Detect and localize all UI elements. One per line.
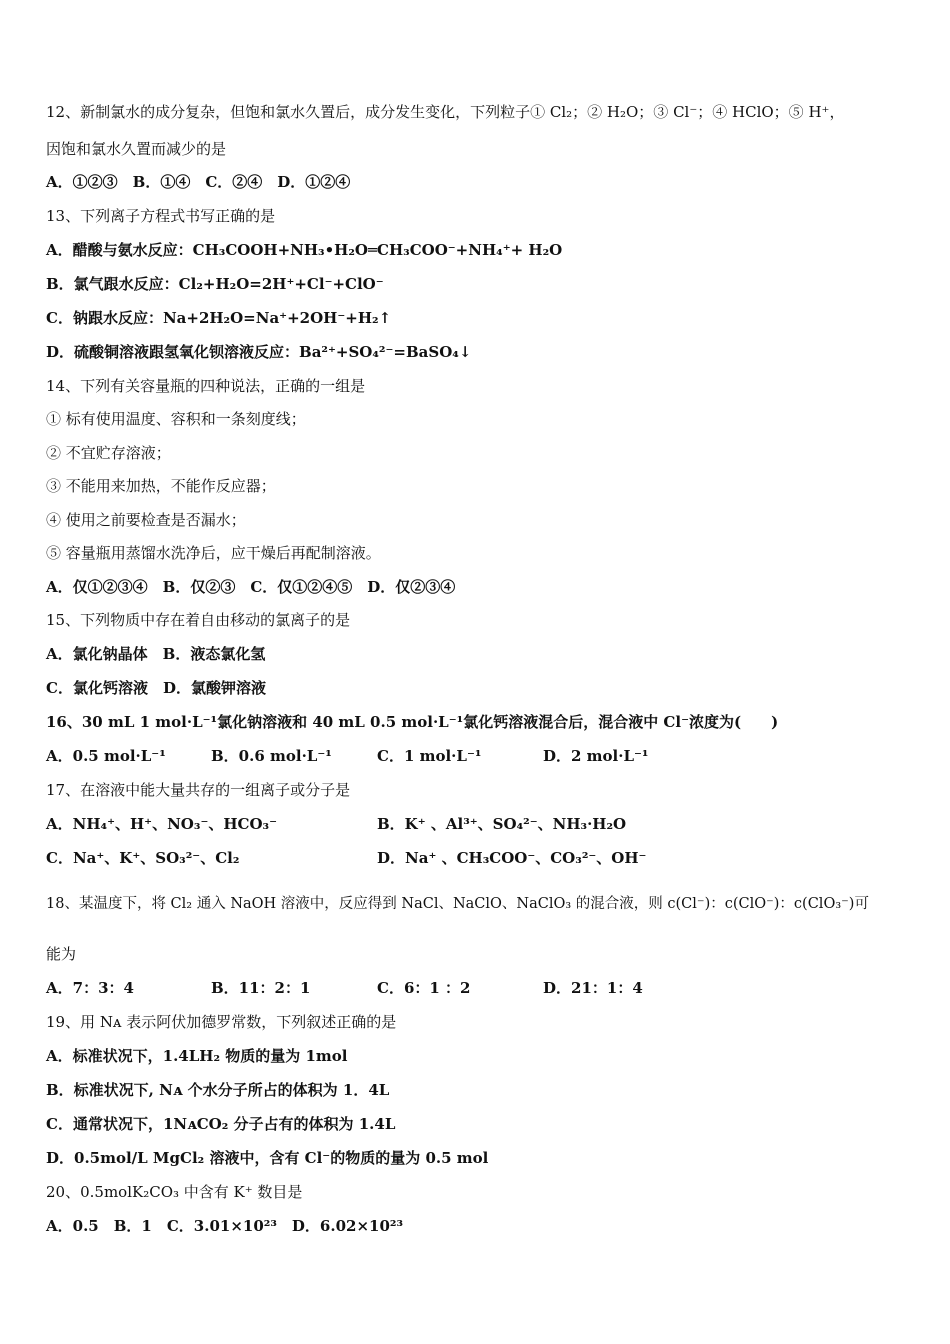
q19-stem: 19、用 Nᴀ 表示阿伏加德罗常数，下列叙述正确的是 — [46, 1013, 397, 1031]
q18-option-a: A．7：3：4 — [46, 979, 134, 997]
q13-option-a: A．醋酸与氨水反应：CH₃COOH+NH₃•H₂O═CH₃COO⁻+NH₄⁺+ H₂O — [46, 241, 563, 259]
q16-option-c: C．1 mol·L⁻¹ — [377, 747, 482, 765]
q18-option-d: D．21：1：4 — [543, 979, 643, 997]
q14-statement-2: ② 不宜贮存溶液； — [46, 444, 171, 462]
q16-option-a: A．0.5 mol·L⁻¹ — [46, 747, 166, 765]
q14-statement-5: ⑤ 容量瓶用蒸馏水洗净后，应干燥后再配制溶液。 — [46, 544, 381, 562]
q13-option-d: D．硫酸铜溶液跟氢氧化钡溶液反应：Ba²⁺+SO₄²⁻=BaSO₄↓ — [46, 343, 472, 361]
q12-options: A．①②③ B．①④ C．②④ D．①②④ — [46, 173, 351, 191]
q13-option-c: C．钠跟水反应：Na+2H₂O=Na⁺+2OH⁻+H₂↑ — [46, 309, 392, 327]
q18-option-c: C．6：1 ：2 — [377, 979, 471, 997]
q13-stem: 13、下列离子方程式书写正确的是 — [46, 207, 276, 225]
q17-option-d: D．Na⁺ 、CH₃COO⁻、CO₃²⁻、OH⁻ — [377, 849, 647, 867]
q15-options-cd: C．氯化钙溶液 D．氯酸钾溶液 — [46, 679, 266, 697]
q12-stem-line1: 12、新制氯水的成分复杂，但饱和氯水久置后，成分发生变化，下列粒子① Cl₂；② H₂O；③ Cl⁻；④ HClO；⑤ H⁺， — [46, 103, 845, 121]
q13-option-b: B．氯气跟水反应：Cl₂+H₂O=2H⁺+Cl⁻+ClO⁻ — [46, 275, 384, 293]
q18-stem: 18、某温度下，将 Cl₂ 通入 NaOH 溶液中，反应得到 NaCl、NaClO、NaClO₃ 的混合液，则 c(Cl⁻)：c(ClO⁻)：c(ClO₃⁻)可 — [46, 896, 869, 912]
q18-stem-cont: 能为 — [46, 945, 77, 963]
q14-statement-4: ④ 使用之前要检查是否漏水； — [46, 511, 246, 529]
q15-stem: 15、下列物质中存在着自由移动的氯离子的是 — [46, 611, 351, 629]
q17-stem: 17、在溶液中能大量共存的一组离子或分子是 — [46, 781, 351, 799]
q14-options: A．仅①②③④ B．仅②③ C．仅①②④⑤ D．仅②③④ — [46, 578, 456, 596]
q17-option-a: A．NH₄⁺、H⁺、NO₃⁻、HCO₃⁻ — [46, 815, 278, 833]
q20-stem: 20、0.5molK₂CO₃ 中含有 K⁺ 数目是 — [46, 1183, 303, 1201]
q15-options-ab: A．氯化钠晶体 B．液态氯化氢 — [46, 645, 266, 663]
q14-statement-3: ③ 不能用来加热，不能作反应器； — [46, 477, 276, 495]
q19-option-b: B．标准状况下, Nᴀ 个水分子所占的体积为 1．4L — [46, 1081, 390, 1099]
q19-option-a: A．标准状况下，1.4LH₂ 物质的量为 1mol — [46, 1047, 348, 1065]
q17-option-c: C．Na⁺、K⁺、SO₃²⁻、Cl₂ — [46, 849, 240, 867]
q18-option-b: B．11：2：1 — [211, 979, 311, 997]
q14-statement-1: ① 标有使用温度、容积和一条刻度线； — [46, 410, 306, 428]
q19-option-d: D．0.5mol/L MgCl₂ 溶液中，含有 Cl⁻的物质的量为 0.5 mol — [46, 1149, 489, 1167]
q17-option-b: B．K⁺ 、Al³⁺、SO₄²⁻、NH₃·H₂O — [377, 815, 627, 833]
q16-stem: 16、30 mL 1 mol·L⁻¹氯化钠溶液和 40 mL 0.5 mol·L⁻¹氯化钙溶液混合后，混合液中 Cl⁻浓度为( ) — [46, 713, 779, 731]
q12-stem-line2: 因饱和氯水久置而减少的是 — [46, 140, 227, 158]
q19-option-c: C．通常状况下，1NᴀCO₂ 分子占有的体积为 1.4L — [46, 1115, 396, 1133]
q14-stem: 14、下列有关容量瓶的四种说法，正确的一组是 — [46, 377, 366, 395]
q20-options: A．0.5 B．1 C．3.01×10²³ D．6.02×10²³ — [46, 1217, 404, 1235]
q16-option-d: D．2 mol·L⁻¹ — [543, 747, 649, 765]
q16-option-b: B．0.6 mol·L⁻¹ — [211, 747, 332, 765]
